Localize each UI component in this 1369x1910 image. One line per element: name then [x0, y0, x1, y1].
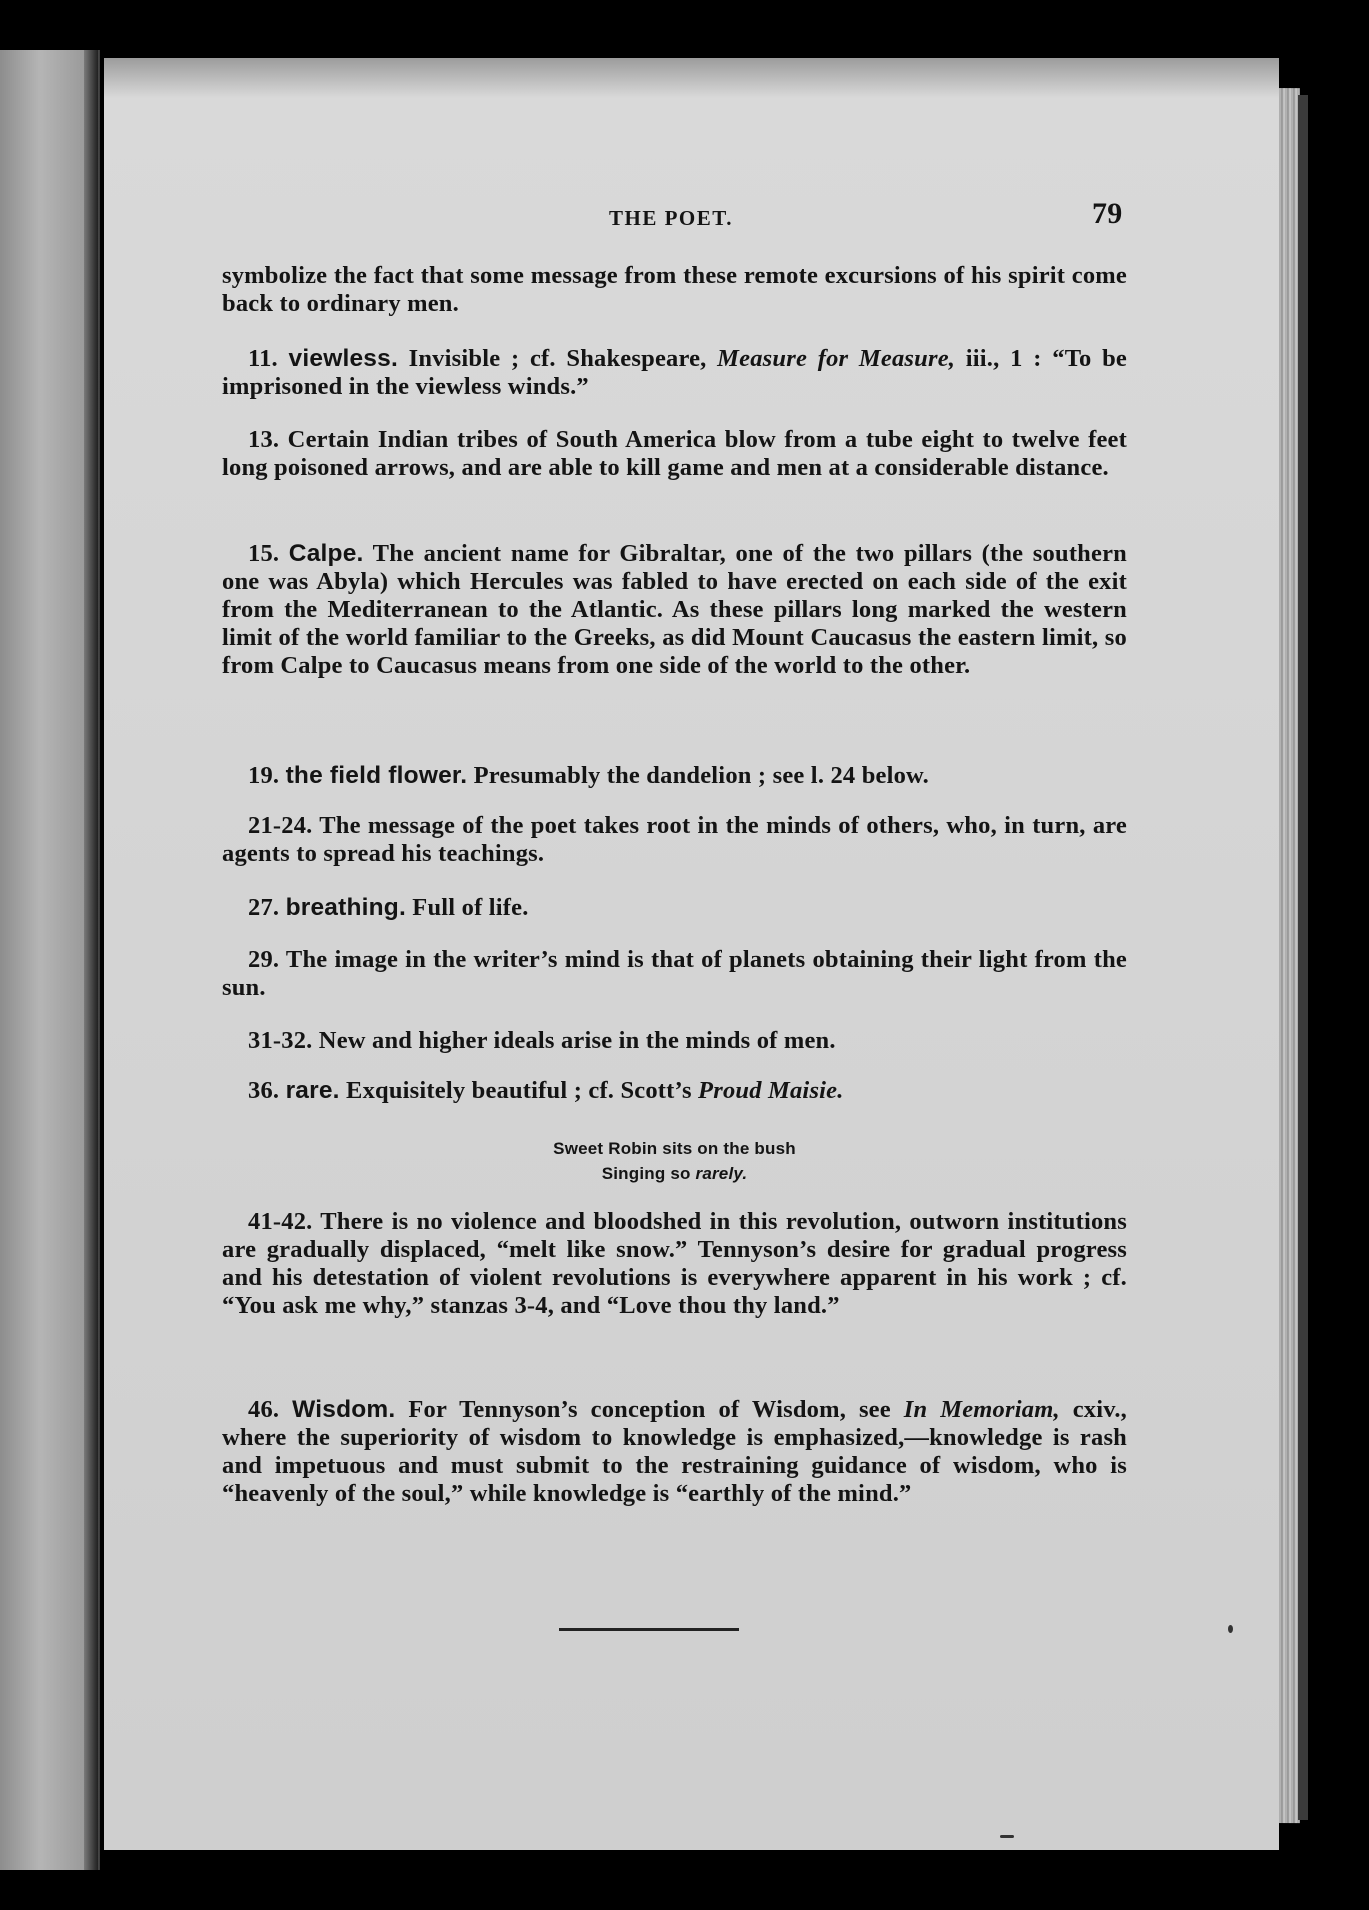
note-line-11: [222, 345, 1127, 401]
note-line-15: [222, 540, 1127, 680]
note-keyword: breathing.: [285, 894, 406, 921]
note-text: 27.: [248, 894, 286, 921]
dust-speck: [1228, 1625, 1233, 1633]
note-italic-title: In Memoriam,: [903, 1396, 1060, 1423]
note-line-31-32: [222, 1027, 1127, 1055]
note-line-46: [222, 1396, 1127, 1508]
note-text: 41-42. There is no violence and bloodshed in this revolution, outworn institutions are gradually displaced, “melt like snow.” Tennyson’s desire for gradual progress and his detestation of violent revolutions is everywhere apparent in his work ; cf. “You ask me why,” stanzas 3-4, and “Love thou thy land.”: [222, 1208, 1127, 1319]
note-text: cxiv., where the superiority of wisdom to knowledge is emphasized,—knowledge is rash and impetuous and must submit to the restraining guidance of wisdom, who is “heavenly of the soul,” while knowledge is “earthly of the mind.”: [222, 1396, 1127, 1507]
note-line-13: [222, 426, 1127, 482]
quotation-line-1: Sweet Robin sits on the bush: [553, 1139, 796, 1158]
note-text: Presumably the dandelion ; see l. 24 below.: [467, 762, 929, 789]
note-line-27: [222, 894, 1127, 922]
note-keyword: viewless.: [288, 345, 398, 372]
note-text: Full of life.: [405, 894, 529, 921]
gutter-shadow: [84, 50, 98, 1870]
quotation-line-2: [222, 1161, 1127, 1186]
running-head: [222, 197, 1127, 234]
note-line-41-42: [222, 1208, 1127, 1320]
quotation-line-2-text: Singing so: [601, 1164, 696, 1183]
note-text: iii., 1 : “To be imprisoned in the viewless winds.”: [222, 345, 1128, 400]
running-head-title: THE POET.: [609, 206, 733, 230]
note-text: 36.: [248, 1077, 286, 1104]
quotation-block: [222, 1136, 1127, 1186]
page-number: 79: [1092, 197, 1123, 230]
note-keyword: rare.: [285, 1077, 340, 1104]
dust-speck: [1000, 1835, 1014, 1838]
page-content: [222, 0, 1127, 1910]
note-text: 31-32. New and higher ideals arise in the minds of men.: [248, 1027, 836, 1054]
note-text: 29. The image in the writer’s mind is that of planets obtaining their light from the sun.: [222, 946, 1127, 1001]
note-text: The ancient name for Gibraltar, one of the two pillars (the southern one was Abyla) which Hercules was fabled to have erected on each side of the exit from the Mediterranean to the Atlantic. As these pillars long marked the western limit of the world familiar to the Greeks, as did Mount Caucasus the eastern limit, so from Calpe to Caucasus means from one side of the world to the other.: [222, 540, 1127, 679]
note-line-36: [222, 1077, 1127, 1105]
note-italic-title: Proud Maisie.: [698, 1077, 844, 1104]
note-line-29: [222, 946, 1127, 1002]
note-text: 21-24. The message of the poet takes root in the minds of others, who, in turn, are agents to spread his teachings.: [222, 812, 1127, 867]
note-text: 11.: [248, 345, 289, 372]
binding-edge: [1298, 95, 1308, 1820]
note-text: 13. Certain Indian tribes of South America blow from a tube eight to twelve feet long poisoned arrows, and are able to kill game and men at a considerable distance.: [222, 426, 1127, 481]
note-keyword: Calpe.: [288, 540, 364, 567]
note-italic-title: Measure for Measure,: [717, 345, 956, 372]
note-keyword: Wisdom.: [292, 1396, 396, 1423]
note-text: 15.: [248, 540, 289, 567]
note-line-21-24: [222, 812, 1127, 868]
note-text: 46.: [248, 1396, 293, 1423]
note-text: Exquisitely beautiful ; cf. Scott’s: [339, 1077, 699, 1104]
note-text: Invisible ; cf. Shakespeare,: [397, 345, 718, 372]
note-keyword: the field flower.: [285, 762, 468, 789]
note-text: symbolize the fact that some message from these remote excursions of his spirit come back to ordinary men.: [222, 262, 1127, 317]
quotation-line-2-italic: rarely.: [695, 1164, 748, 1183]
note-text: For Tennyson’s conception of Wisdom, see: [395, 1396, 904, 1423]
note-line-19: [222, 762, 1127, 790]
end-rule: [559, 1628, 739, 1631]
note-continuation: [222, 262, 1127, 318]
note-text: 19.: [248, 762, 286, 789]
